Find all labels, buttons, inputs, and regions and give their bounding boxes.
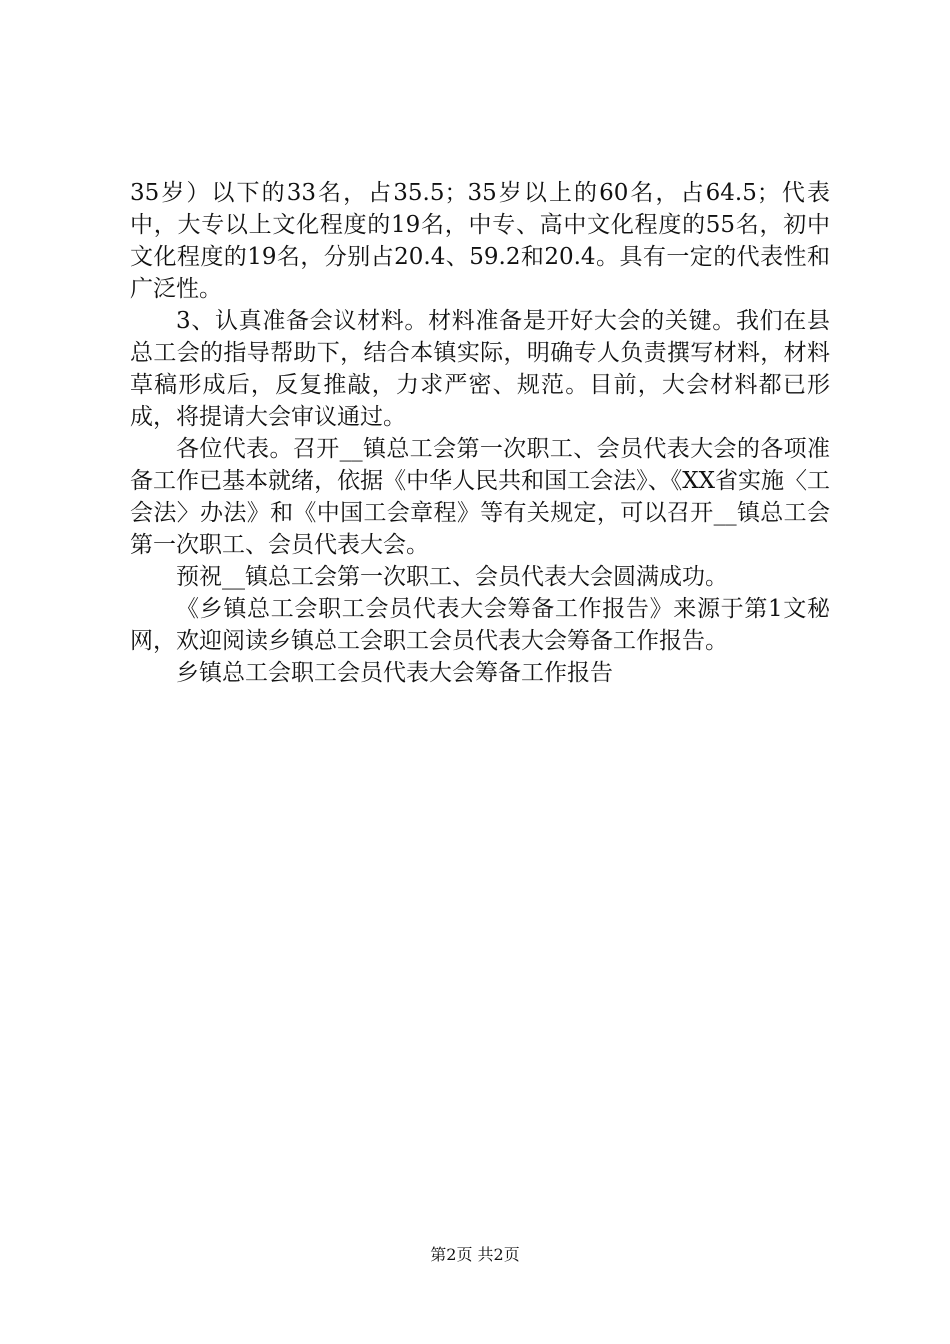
paragraph-source: 《乡镇总工会职工会员代表大会筹备工作报告》来源于第1文秘网，欢迎阅读乡镇总工会职工会员代表大会筹备工作报告。 (130, 596, 830, 654)
paragraph-title-repeat: 乡镇总工会职工会员代表大会筹备工作报告 (176, 660, 613, 686)
paragraph-wishes: 预祝__镇总工会第一次职工、会员代表大会圆满成功。 (176, 564, 728, 590)
paragraph-materials: 3、认真准备会议材料。材料准备是开好大会的关键。我们在县总工会的指导帮助下，结合本镇实际，明确专人负责撰写材料，材料草稿形成后，反复推敲，力求严密、规范。目前，大会材料都已形成，将提请大会审议通过。 (130, 308, 830, 430)
paragraph-delegates: 各位代表。召开__镇总工会第一次职工、会员代表大会的各项准备工作已基本就绪，依据《中华人民共和国工会法》、《XX省实施〈工会法〉办法》和《中国工会章程》等有关规定，可以召开__镇总工会第一次职工、会员代表大会。 (130, 436, 830, 558)
paragraph-statistics: 35岁）以下的33名，占35.5；35岁以上的60名，占64.5；代表中，大专以上文化程度的19名，中专、高中文化程度的55名，初中文化程度的19名，分别占20.4、59.2和20.4。具有一定的代表性和广泛性。 (130, 180, 830, 302)
document-body (130, 177, 830, 689)
page-footer (0, 1244, 950, 1266)
page-number-label: 第2页 共2页 (430, 1245, 520, 1264)
